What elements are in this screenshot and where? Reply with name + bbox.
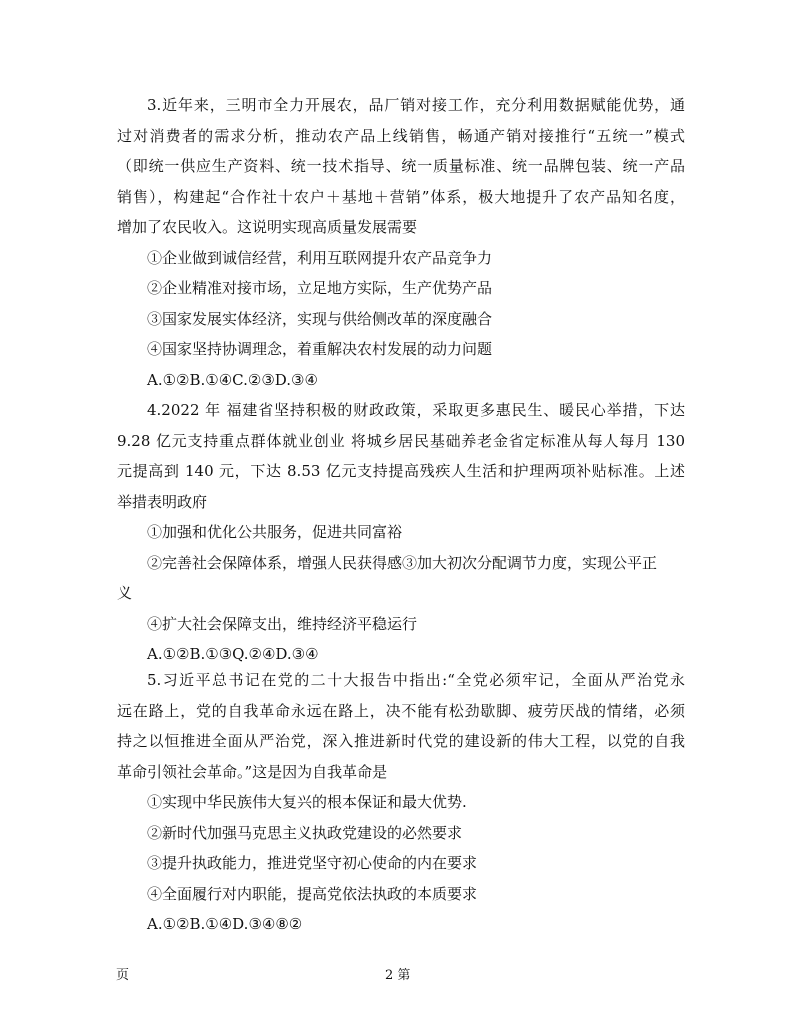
q5-answer-choices: A.①②B.①④D.③④⑧② bbox=[147, 915, 303, 933]
q4-stem-line-1: 4.2022 年 福建省坚持积极的财政政策，采取更多惠民生、暖民心举措，下达 bbox=[147, 401, 685, 419]
q3-answer-choices: A.①②B.①④C.②③D.③④ bbox=[147, 370, 318, 389]
footer-page-label: 页 bbox=[116, 968, 130, 983]
question-4 bbox=[117, 395, 685, 670]
q4-option-wrap: 义 bbox=[117, 584, 133, 602]
q3-option-3: ③国家发展实体经济，实现与供给侧改革的深度融合 bbox=[147, 309, 493, 328]
q3-stem-line-1: 3.近年来，三明市全力开展农，品厂销对接工作，充分利用数据赋能优势，通 bbox=[147, 96, 685, 114]
q5-option-1: ①实现中华民族伟大复兴的根本保证和最大优势. bbox=[147, 793, 467, 811]
q4-stem-line-3: 元提高到 140 元，下达 8.53 亿元支持提高残疾人生活和护理两项补贴标准。上述 bbox=[117, 462, 685, 480]
q4-stem-line-4: 举措表明政府 bbox=[117, 492, 208, 511]
q5-option-3: ③提升执政能力，推进党坚守初心使命的内在要求 bbox=[147, 854, 478, 872]
question-3 bbox=[117, 90, 685, 395]
footer-page-number: 2 第 bbox=[385, 968, 411, 983]
q3-stem-line-5: 增加了农民收入。这说明实现高质量发展需要 bbox=[117, 218, 418, 236]
q5-option-2: ②新时代加强马克思主义执政党建设的必然要求 bbox=[147, 823, 463, 842]
question-5 bbox=[117, 665, 685, 940]
q4-option-2-3: ②完善社会保障体系，增强人民获得感③加大初次分配调节力度，实现公平正 bbox=[147, 553, 658, 572]
q3-option-2: ②企业精准对接市场，立足地方实际，生产优势产品 bbox=[147, 279, 493, 297]
q4-option-1: ①加强和优化公共服务，促进共同富裕 bbox=[147, 523, 403, 541]
q5-stem-line-2: 远在路上，党的自我革命永远在路上，决不能有松劲歇脚、疲劳厌战的情绪，必须 bbox=[117, 701, 685, 720]
q5-stem-line-1: 5.习近平总书记在党的二十大报告中指出:“全党必须牢记，全面从严治党永 bbox=[147, 671, 685, 689]
q3-stem-line-2: 过对消费者的需求分析，推动农产品上线销售，畅通产销对接推行“五统一”模式 bbox=[117, 126, 685, 145]
q5-stem-line-4: 革命引领社会革命。”这是因为自我革命是 bbox=[117, 762, 388, 781]
q3-stem-line-4: 销售），构建起“合作社十农户＋基地＋营销”体系，极大地提升了农产品知名度， bbox=[117, 187, 685, 206]
q4-answer-choices: A.①②B.①③Q.②④D.③④ bbox=[147, 645, 319, 663]
q3-option-4: ④国家坚持协调理念，着重解决农村发展的动力问题 bbox=[147, 340, 493, 358]
q5-option-4: ④全面履行对内职能，提高党依法执政的本质要求 bbox=[147, 884, 478, 903]
q3-stem-line-3: （即统一供应生产资料、统一技术指导、统一质量标准、统一品牌包装、统一产品 bbox=[117, 157, 685, 175]
q5-stem-line-3: 持之以恒推进全面从严治党，深入推进新时代党的建设新的伟大工程，以党的自我 bbox=[117, 732, 685, 750]
q3-option-1: ①企业做到诚信经营，利用互联网提升农产品竞争力 bbox=[147, 248, 493, 267]
q4-option-4: ④扩大社会保障支出，维持经济平稳运行 bbox=[147, 614, 418, 633]
q4-stem-line-2: 9.28 亿元支持重点群体就业创业 将城乡居民基础养老金省定标准从每人每月 130 bbox=[117, 431, 685, 450]
